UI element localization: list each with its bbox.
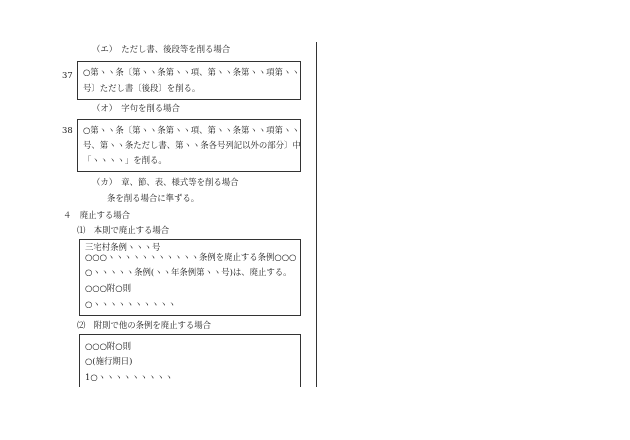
example2-line-2: ○(施行期日) [85, 356, 133, 366]
example2-line-3: 1○ヽヽヽヽヽヽヽヽヽ [85, 372, 174, 382]
item-box-37 [77, 61, 301, 100]
item38-line-3: 「ヽヽヽヽ」を削る。 [83, 155, 167, 165]
item37-line-2: 号〕ただし書〔後段〕を削る。 [83, 83, 201, 93]
item-box-38 [77, 119, 301, 172]
column-divider [316, 42, 317, 387]
note-ka: 条を削る場合に準ずる。 [107, 193, 200, 203]
example2-line-1: ○○○附○則 [85, 341, 131, 351]
example1-line-3: ○ヽヽヽヽヽ条例(ヽヽ年条例第ヽヽ号)は、廃止する。 [85, 267, 292, 277]
example1-line-4: ○○○附○則 [85, 283, 131, 293]
heading-4-1: ⑴ 本則で廃止する場合 [77, 225, 170, 235]
heading-4: ４ 廃止する場合 [63, 210, 130, 220]
item37-line-1: ○第ヽヽ条〔第ヽヽ条第ヽヽ項、第ヽヽ条第ヽヽ項第ヽヽ [83, 67, 300, 77]
heading-4-2: ⑵ 附則で他の条例を廃止する場合 [77, 320, 211, 330]
heading-e: （エ） ただし書、後段等を削る場合 [92, 44, 231, 54]
heading-o: （オ） 字句を削る場合 [92, 103, 180, 113]
item-number-37: 37 [62, 70, 73, 80]
item-number-38: 38 [62, 125, 73, 135]
example1-line-5: ○ヽヽヽヽヽヽヽヽヽヽ [85, 299, 177, 309]
item38-line-1: ○第ヽヽ条〔第ヽヽ条第ヽヽ項、第ヽヽ条第ヽヽ項第ヽヽ [83, 125, 300, 135]
heading-ka: （カ） 章、節、表、様式等を削る場合 [92, 177, 239, 187]
example1-line-1: 三宅村条例ヽヽヽ号 [85, 242, 161, 252]
item38-line-2: 号、第ヽヽ条ただし書、第ヽヽ条各号列記以外の部分〕中 [83, 140, 301, 150]
example-box-1 [79, 239, 301, 316]
example-box-2 [79, 334, 301, 387]
example1-line-2: ○○○ヽヽヽヽヽヽヽヽヽヽヽ条例を廃止する条例○○○ [85, 252, 297, 262]
